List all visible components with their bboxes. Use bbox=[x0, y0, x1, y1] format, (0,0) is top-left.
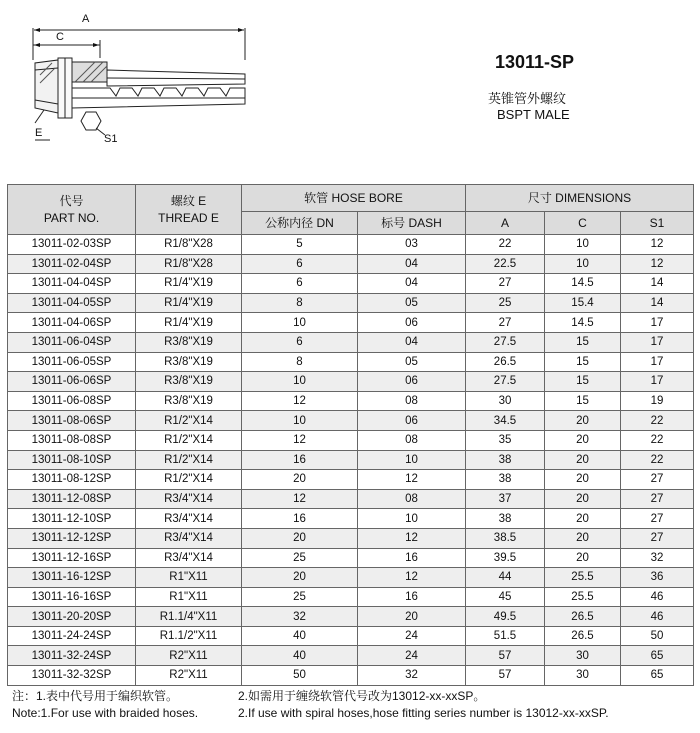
cell-dim-c: 25.5 bbox=[545, 587, 621, 607]
cell-part-no: 13011-32-32SP bbox=[8, 666, 136, 686]
cell-dim-s1: 12 bbox=[621, 254, 694, 274]
cell-thread: R3/8"X19 bbox=[136, 391, 242, 411]
cell-part-no: 13011-12-08SP bbox=[8, 489, 136, 509]
table-row bbox=[8, 430, 694, 450]
cell-part-no: 13011-12-16SP bbox=[8, 548, 136, 568]
cell-part-no: 13011-04-04SP bbox=[8, 274, 136, 294]
cell-dim-a: 57 bbox=[466, 666, 545, 686]
cell-part-no: 13011-16-12SP bbox=[8, 568, 136, 588]
cell-dim-a: 45 bbox=[466, 587, 545, 607]
cell-dn: 8 bbox=[242, 352, 358, 372]
cell-dim-a: 22 bbox=[466, 235, 545, 255]
cell-dim-s1: 14 bbox=[621, 293, 694, 313]
cell-dim-c: 10 bbox=[545, 254, 621, 274]
cell-dn: 12 bbox=[242, 391, 358, 411]
product-name-cn: 英锥管外螺纹 bbox=[488, 91, 567, 106]
cell-dim-s1: 27 bbox=[621, 528, 694, 548]
cell-dim-c: 30 bbox=[545, 646, 621, 666]
cell-dash: 16 bbox=[358, 587, 466, 607]
cell-thread: R1"X11 bbox=[136, 587, 242, 607]
cell-dim-c: 15 bbox=[545, 372, 621, 392]
cell-dim-c: 30 bbox=[545, 666, 621, 686]
hex-end-view bbox=[81, 112, 101, 130]
cell-dim-s1: 17 bbox=[621, 352, 694, 372]
cell-part-no: 13011-06-05SP bbox=[8, 352, 136, 372]
cell-thread: R1/2"X14 bbox=[136, 411, 242, 431]
table-row bbox=[8, 391, 694, 411]
cell-dim-a: 49.5 bbox=[466, 607, 545, 627]
cell-dn: 6 bbox=[242, 332, 358, 352]
cell-dim-a: 57 bbox=[466, 646, 545, 666]
table-row bbox=[8, 411, 694, 431]
spec-table bbox=[7, 184, 694, 686]
cell-thread: R2"X11 bbox=[136, 646, 242, 666]
cell-dim-a: 27.5 bbox=[466, 332, 545, 352]
cell-dim-a: 38 bbox=[466, 450, 545, 470]
cell-part-no: 13011-06-06SP bbox=[8, 372, 136, 392]
cell-dim-s1: 27 bbox=[621, 470, 694, 490]
cell-dim-a: 27 bbox=[466, 274, 545, 294]
cell-dim-a: 27 bbox=[466, 313, 545, 333]
header-part-no: 代号 PART NO. bbox=[8, 185, 136, 235]
cell-part-no: 13011-04-06SP bbox=[8, 313, 136, 333]
cell-dn: 10 bbox=[242, 411, 358, 431]
product-name-en: BSPT MALE bbox=[497, 107, 570, 122]
cell-part-no: 13011-08-12SP bbox=[8, 470, 136, 490]
cell-part-no: 13011-08-10SP bbox=[8, 450, 136, 470]
cell-dim-c: 10 bbox=[545, 235, 621, 255]
cell-dn: 40 bbox=[242, 626, 358, 646]
cell-dim-a: 27.5 bbox=[466, 372, 545, 392]
cell-dim-c: 20 bbox=[545, 489, 621, 509]
cell-dim-c: 20 bbox=[545, 509, 621, 529]
cell-dim-c: 20 bbox=[545, 548, 621, 568]
cell-dash: 06 bbox=[358, 372, 466, 392]
cell-dn: 25 bbox=[242, 548, 358, 568]
header-dn: 公称内径 DN bbox=[242, 212, 358, 235]
cell-dash: 08 bbox=[358, 391, 466, 411]
cell-thread: R1/2"X14 bbox=[136, 470, 242, 490]
cell-dn: 32 bbox=[242, 607, 358, 627]
cell-thread: R3/4"X14 bbox=[136, 509, 242, 529]
cell-thread: R1/4"X19 bbox=[136, 293, 242, 313]
cell-dim-s1: 12 bbox=[621, 235, 694, 255]
cell-part-no: 13011-12-12SP bbox=[8, 528, 136, 548]
cell-dim-s1: 65 bbox=[621, 666, 694, 686]
cell-thread: R1/2"X14 bbox=[136, 430, 242, 450]
cell-dim-s1: 50 bbox=[621, 626, 694, 646]
table-row bbox=[8, 587, 694, 607]
cell-dim-a: 37 bbox=[466, 489, 545, 509]
note-en-1: Note:1.For use with braided hoses. bbox=[12, 706, 199, 720]
header-dimensions: 尺寸 DIMENSIONS bbox=[466, 185, 694, 212]
cell-dash: 08 bbox=[358, 489, 466, 509]
cell-dim-c: 20 bbox=[545, 528, 621, 548]
cell-dn: 8 bbox=[242, 293, 358, 313]
cell-dim-a: 51.5 bbox=[466, 626, 545, 646]
cell-dash: 05 bbox=[358, 293, 466, 313]
table-row bbox=[8, 254, 694, 274]
cell-dim-s1: 22 bbox=[621, 450, 694, 470]
cell-dn: 40 bbox=[242, 646, 358, 666]
cell-dash: 10 bbox=[358, 450, 466, 470]
cell-dim-c: 25.5 bbox=[545, 568, 621, 588]
cell-thread: R1/8"X28 bbox=[136, 254, 242, 274]
cell-thread: R1.1/2"X11 bbox=[136, 626, 242, 646]
cell-dash: 10 bbox=[358, 509, 466, 529]
cell-dn: 12 bbox=[242, 430, 358, 450]
table-row bbox=[8, 489, 694, 509]
cell-dash: 16 bbox=[358, 548, 466, 568]
cell-part-no: 13011-12-10SP bbox=[8, 509, 136, 529]
table-row bbox=[8, 332, 694, 352]
cell-dn: 20 bbox=[242, 568, 358, 588]
cell-dash: 24 bbox=[358, 646, 466, 666]
cell-dim-a: 25 bbox=[466, 293, 545, 313]
cell-dash: 12 bbox=[358, 568, 466, 588]
cell-dim-s1: 17 bbox=[621, 372, 694, 392]
cell-dim-s1: 14 bbox=[621, 274, 694, 294]
table-row bbox=[8, 372, 694, 392]
cell-part-no: 13011-16-16SP bbox=[8, 587, 136, 607]
cell-thread: R1/4"X19 bbox=[136, 274, 242, 294]
cell-dash: 06 bbox=[358, 313, 466, 333]
table-row bbox=[8, 548, 694, 568]
cell-dn: 6 bbox=[242, 254, 358, 274]
cell-dim-a: 26.5 bbox=[466, 352, 545, 372]
cell-dim-c: 26.5 bbox=[545, 607, 621, 627]
cell-dim-s1: 19 bbox=[621, 391, 694, 411]
cell-dn: 25 bbox=[242, 587, 358, 607]
table-row bbox=[8, 666, 694, 686]
header-a: A bbox=[466, 212, 545, 235]
cell-dim-c: 20 bbox=[545, 411, 621, 431]
cell-dim-s1: 27 bbox=[621, 489, 694, 509]
cell-dash: 04 bbox=[358, 274, 466, 294]
table-row bbox=[8, 235, 694, 255]
cell-part-no: 13011-02-04SP bbox=[8, 254, 136, 274]
cell-thread: R1"X11 bbox=[136, 568, 242, 588]
label-e: E bbox=[35, 127, 43, 139]
cell-part-no: 13011-08-08SP bbox=[8, 430, 136, 450]
cell-dim-s1: 22 bbox=[621, 411, 694, 431]
product-code: 13011-SP bbox=[495, 52, 575, 72]
cell-dash: 06 bbox=[358, 411, 466, 431]
cell-thread: R3/4"X14 bbox=[136, 489, 242, 509]
cell-part-no: 13011-32-24SP bbox=[8, 646, 136, 666]
cell-part-no: 13011-04-05SP bbox=[8, 293, 136, 313]
cell-dash: 05 bbox=[358, 352, 466, 372]
table-row bbox=[8, 293, 694, 313]
header-hose-bore: 软管 HOSE BORE bbox=[242, 185, 466, 212]
cell-dim-s1: 46 bbox=[621, 587, 694, 607]
cell-dim-s1: 36 bbox=[621, 568, 694, 588]
notes bbox=[12, 688, 609, 722]
cell-dim-a: 38 bbox=[466, 509, 545, 529]
header-dash: 标号 DASH bbox=[358, 212, 466, 235]
cell-dn: 10 bbox=[242, 313, 358, 333]
header-s1: S1 bbox=[621, 212, 694, 235]
cell-dn: 16 bbox=[242, 450, 358, 470]
note-en-2: 2.If use with spiral hoses,hose fitting series number is 13012-xx-xxSP. bbox=[238, 706, 609, 720]
cell-dim-s1: 27 bbox=[621, 509, 694, 529]
cell-thread: R3/4"X14 bbox=[136, 528, 242, 548]
cell-part-no: 13011-02-03SP bbox=[8, 235, 136, 255]
cell-thread: R1/2"X14 bbox=[136, 450, 242, 470]
cell-dim-c: 15 bbox=[545, 332, 621, 352]
cell-dim-a: 38.5 bbox=[466, 528, 545, 548]
cell-part-no: 13011-06-08SP bbox=[8, 391, 136, 411]
note-cn-1: 注：1.表中代号用于编织软管。 bbox=[12, 689, 179, 703]
table-row bbox=[8, 646, 694, 666]
table-row bbox=[8, 352, 694, 372]
header-thread: 螺纹 E THREAD E bbox=[136, 185, 242, 235]
cell-dim-a: 30 bbox=[466, 391, 545, 411]
cell-dim-s1: 17 bbox=[621, 332, 694, 352]
cell-dim-a: 34.5 bbox=[466, 411, 545, 431]
table-row bbox=[8, 450, 694, 470]
table-row bbox=[8, 626, 694, 646]
cell-dash: 08 bbox=[358, 430, 466, 450]
cell-thread: R3/4"X14 bbox=[136, 548, 242, 568]
table-row bbox=[8, 470, 694, 490]
cell-dn: 16 bbox=[242, 509, 358, 529]
cell-dim-c: 20 bbox=[545, 470, 621, 490]
cell-part-no: 13011-08-06SP bbox=[8, 411, 136, 431]
cell-dash: 04 bbox=[358, 332, 466, 352]
cell-thread: R3/8"X19 bbox=[136, 372, 242, 392]
cell-thread: R1/8"X28 bbox=[136, 235, 242, 255]
header-c: C bbox=[545, 212, 621, 235]
label-c: C bbox=[56, 31, 64, 43]
cell-part-no: 13011-06-04SP bbox=[8, 332, 136, 352]
leader-e bbox=[35, 110, 44, 123]
cell-dim-c: 26.5 bbox=[545, 626, 621, 646]
cell-thread: R1/4"X19 bbox=[136, 313, 242, 333]
cell-part-no: 13011-20-20SP bbox=[8, 607, 136, 627]
cell-dash: 12 bbox=[358, 528, 466, 548]
cell-dn: 50 bbox=[242, 666, 358, 686]
table-row bbox=[8, 313, 694, 333]
table-row bbox=[8, 509, 694, 529]
cell-dim-c: 15.4 bbox=[545, 293, 621, 313]
cell-dim-s1: 46 bbox=[621, 607, 694, 627]
cell-thread: R3/8"X19 bbox=[136, 332, 242, 352]
cell-dim-s1: 22 bbox=[621, 430, 694, 450]
cell-dash: 04 bbox=[358, 254, 466, 274]
cell-dim-a: 39.5 bbox=[466, 548, 545, 568]
cell-dash: 24 bbox=[358, 626, 466, 646]
cell-dn: 20 bbox=[242, 528, 358, 548]
cell-dn: 12 bbox=[242, 489, 358, 509]
cell-dim-a: 44 bbox=[466, 568, 545, 588]
cell-dash: 12 bbox=[358, 470, 466, 490]
cell-dim-a: 35 bbox=[466, 430, 545, 450]
cell-dim-c: 14.5 bbox=[545, 313, 621, 333]
cell-part-no: 13011-24-24SP bbox=[8, 626, 136, 646]
cell-dim-c: 14.5 bbox=[545, 274, 621, 294]
cell-dim-s1: 32 bbox=[621, 548, 694, 568]
cell-dash: 32 bbox=[358, 666, 466, 686]
cell-dash: 03 bbox=[358, 235, 466, 255]
table-row bbox=[8, 528, 694, 548]
spec-table-body bbox=[8, 235, 694, 686]
cell-thread: R1.1/4"X11 bbox=[136, 607, 242, 627]
table-row bbox=[8, 274, 694, 294]
cell-dn: 20 bbox=[242, 470, 358, 490]
cell-dim-a: 38 bbox=[466, 470, 545, 490]
cell-dim-s1: 17 bbox=[621, 313, 694, 333]
cell-dim-a: 22.5 bbox=[466, 254, 545, 274]
cell-dn: 10 bbox=[242, 372, 358, 392]
cell-dim-c: 15 bbox=[545, 352, 621, 372]
cell-dash: 20 bbox=[358, 607, 466, 627]
cell-dim-c: 20 bbox=[545, 430, 621, 450]
table-row bbox=[8, 568, 694, 588]
fitting-drawing bbox=[0, 0, 290, 180]
cell-thread: R3/8"X19 bbox=[136, 352, 242, 372]
cell-dim-c: 20 bbox=[545, 450, 621, 470]
cell-dim-c: 15 bbox=[545, 391, 621, 411]
table-row bbox=[8, 607, 694, 627]
cell-dn: 5 bbox=[242, 235, 358, 255]
label-a: A bbox=[82, 13, 90, 25]
cell-dn: 6 bbox=[242, 274, 358, 294]
cell-thread: R2"X11 bbox=[136, 666, 242, 686]
cell-dim-s1: 65 bbox=[621, 646, 694, 666]
label-s1: S1 bbox=[104, 133, 118, 145]
note-cn-2: 2.如需用于缠绕软管代号改为13012-xx-xxSP。 bbox=[238, 689, 486, 703]
